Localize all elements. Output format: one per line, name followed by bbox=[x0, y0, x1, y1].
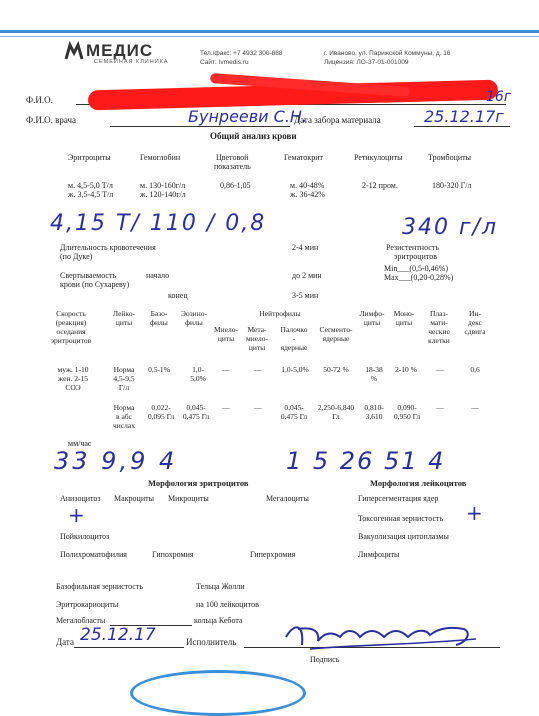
clot-end-value: 3-5 мин bbox=[292, 291, 319, 300]
vacuol-label: Вакуолизация цитоплазмы bbox=[358, 532, 449, 541]
eos-norm: 1,0-5,0% bbox=[190, 365, 206, 383]
mega-label: Мегалоциты bbox=[266, 494, 309, 503]
leuk-norm-c: Г/л bbox=[118, 383, 130, 392]
mono-abs: 0,090-0,950 Гл bbox=[393, 403, 421, 421]
hdr-plasma-b: мати- bbox=[430, 318, 448, 327]
top-bar bbox=[0, 0, 539, 32]
plasma-norm: — bbox=[436, 365, 444, 374]
hdr-mono-a: Моно- bbox=[393, 309, 415, 318]
seg-norm: 50-72 % bbox=[323, 365, 349, 374]
seg-abs: 2,250-6,840 Гл bbox=[317, 403, 355, 421]
plasma-abs: — bbox=[436, 403, 444, 412]
norm-hgb-m: м. 130-160г/л bbox=[140, 181, 186, 190]
clot-label-a: Свертываемость bbox=[60, 271, 117, 280]
hdr-plasma-d: клетки bbox=[428, 336, 450, 345]
hdr-leuk-a: Лейко- bbox=[113, 309, 135, 318]
meta-norm: — bbox=[254, 365, 262, 374]
esr-norm-m: муж. 1-10 bbox=[57, 365, 89, 374]
esr-norm-f: жен. 2-15 bbox=[58, 374, 88, 383]
clinic-site: Сайт: Ivmedis.ru bbox=[200, 59, 249, 66]
date-collect-label: Дата забора материала bbox=[294, 115, 381, 125]
footer-exec-label: Исполнитель bbox=[186, 637, 237, 647]
hyper-label: Гиперхромия bbox=[250, 550, 296, 559]
polychrom-label: Полихроматофилия bbox=[60, 550, 127, 559]
brand-name: МЕДИС bbox=[86, 41, 154, 60]
resist-min: Min___(0,5-0,46%) bbox=[384, 264, 448, 273]
hdr-mono-b: циты bbox=[395, 318, 413, 327]
col-reticulocytes: Ретикулоциты bbox=[354, 153, 403, 162]
hdr-mielo-a: Миело- bbox=[213, 325, 238, 334]
norm-hct-f: ж. 36-42% bbox=[290, 190, 325, 199]
norm-hct-m: м. 40-48% bbox=[290, 181, 325, 190]
jolly-label: Тельца Жолли bbox=[196, 582, 245, 591]
hand-mark-aniso: + bbox=[68, 503, 85, 527]
abs-norm-c: числах bbox=[113, 421, 135, 430]
baso-abs: 0,022-0,095 Гл bbox=[147, 403, 175, 421]
hand-row1-values: 4,15 Т/ 110 / 0,8 bbox=[50, 211, 267, 236]
hdr-idx-a: Ин- bbox=[469, 309, 481, 318]
resist-label-a: Резистентность bbox=[386, 243, 439, 252]
resist-label-b: эритроцитов bbox=[394, 252, 438, 261]
hdr-lymph-b: циты bbox=[363, 318, 381, 327]
macro-label: Макроциты bbox=[114, 494, 154, 503]
hdr-band-b: - bbox=[292, 334, 296, 343]
mielo-norm: — bbox=[222, 365, 230, 374]
norm-retic: 2-12 пром. bbox=[362, 181, 398, 190]
clinic-phone: Тел./факс: +7 4932 300-888 bbox=[200, 50, 283, 57]
hdr-meta-b: миело- bbox=[245, 334, 269, 343]
hdr-eos-a: Эозино- bbox=[181, 309, 207, 318]
col-erythrocytes: Эритроциты bbox=[68, 153, 111, 162]
footer-date-hand: 25.12.17 bbox=[80, 625, 156, 645]
mono-norm: 2-10 % bbox=[395, 365, 417, 374]
footer-date-line bbox=[74, 646, 184, 648]
norm-erythro-f: ж. 3,5-4,5 Т/л bbox=[68, 190, 114, 199]
abs-norm-b: в абс bbox=[116, 412, 132, 421]
hand-esr-values: 33 9,9 4 bbox=[54, 447, 178, 475]
norm-erythro-m: м. 4,5-5,0 Т/л bbox=[68, 181, 113, 190]
bottom-decoration bbox=[130, 670, 306, 716]
col-platelets: Тромбоциты bbox=[428, 153, 471, 162]
hdr-esr-a: Скорость bbox=[56, 309, 86, 318]
idx-abs: — bbox=[471, 403, 479, 412]
form-title: Общий анализ крови bbox=[210, 131, 297, 141]
hdr-seg-b: ядерные bbox=[322, 334, 350, 343]
norm-plt: 180-320 Г/л bbox=[432, 181, 472, 190]
poik-label: Пойкилоцитоз bbox=[60, 532, 110, 541]
erythrokar-label: Эритрокариоциты bbox=[56, 600, 119, 609]
meta-abs: — bbox=[254, 403, 262, 412]
lymphoid-label: Лимфоциты bbox=[358, 550, 400, 559]
per100-label: на 100 лейкоцитов bbox=[196, 600, 259, 609]
clinic-logo-icon bbox=[64, 41, 84, 61]
hdr-baso-a: Базо- bbox=[150, 309, 168, 318]
hdr-mielo-b: циты bbox=[217, 334, 235, 343]
bleeding-label-b: (по Дуке) bbox=[60, 252, 93, 261]
megaloblasts-label: Мегалобласты bbox=[56, 616, 106, 625]
hdr-neutrophils: Нейтрофилы bbox=[259, 309, 301, 318]
mielo-abs: — bbox=[222, 403, 230, 412]
baso-grain-label: Базофильная зернистость bbox=[56, 582, 143, 591]
date-collect-hand: 25.12.17г bbox=[424, 107, 504, 126]
hdr-esr-c: оседания bbox=[56, 327, 86, 336]
band-norm: 1,0-5,0% bbox=[281, 365, 309, 374]
abs-norm-a: Норма bbox=[113, 403, 135, 412]
clot-end: конец bbox=[168, 291, 188, 300]
hdr-esr-d: эритроцитов bbox=[50, 336, 92, 345]
clinic-address: г. Иваново, ул. Парижской Коммуны, д. 16 bbox=[324, 50, 451, 57]
clinic-license: Лицензия: ЛО-37-01-001009 bbox=[324, 59, 409, 66]
hdr-band-a: Палочко bbox=[280, 325, 308, 334]
col-hematocrit: Гематокрит bbox=[284, 153, 323, 162]
signature-icon bbox=[280, 615, 490, 659]
doctor-hand: Бунрееви С.Н. bbox=[188, 107, 308, 126]
hdr-plasma-a: Плаз- bbox=[430, 309, 448, 318]
fio-label: Ф.И.О. bbox=[26, 95, 53, 105]
morph-ery-title: Морфология эритроцитов bbox=[148, 478, 249, 488]
band-abs: 0,045-0,475 Гл bbox=[280, 403, 308, 421]
bleeding-label-a: Длительность кровотечения bbox=[60, 243, 156, 252]
clot-label-b: крови (по Сухареву) bbox=[60, 280, 130, 289]
hdr-eos-b: филы bbox=[185, 318, 203, 327]
bleeding-value: 2-4 мин bbox=[292, 243, 319, 252]
toxic-label: Токсогенная зернистость bbox=[358, 514, 444, 523]
norm-color-index: 0,86-1,05 bbox=[220, 181, 251, 190]
hdr-esr-b: (реакция) bbox=[55, 318, 87, 327]
fio-hand-tail: 16г bbox=[486, 89, 512, 105]
top-accent-line bbox=[0, 30, 539, 33]
hyperseg-label: Гиперсегментация ядер bbox=[358, 494, 439, 503]
esr-unit: мм/час bbox=[68, 439, 92, 448]
cabot-label: кольца Кебота bbox=[194, 616, 243, 625]
hdr-meta-a: Мета- bbox=[247, 325, 267, 334]
hdr-leuk-b: циты bbox=[115, 318, 133, 327]
baso-norm: 0,5-1% bbox=[148, 365, 170, 374]
hdr-seg-a: Сегменто- bbox=[319, 325, 353, 334]
aniso-label: Анизоцитоз bbox=[60, 494, 101, 503]
lab-form-page bbox=[10, 37, 532, 683]
hdr-idx-c: сдвига bbox=[464, 327, 486, 336]
resist-max: Max___(0,20-0,28%) bbox=[384, 273, 454, 282]
micro-label: Микроциты bbox=[168, 494, 209, 503]
hand-mark-toxic: + bbox=[466, 501, 483, 525]
lymph-abs: 0,810-3,610 bbox=[364, 403, 384, 421]
footer-sign-label: Подпись bbox=[310, 655, 340, 664]
leuk-norm-b: 4,5-9,5 bbox=[113, 374, 135, 383]
col-hemoglobin: Гемоглобин bbox=[140, 153, 181, 162]
footer-date-label: Дата bbox=[56, 637, 74, 647]
hdr-baso-b: филы bbox=[150, 318, 168, 327]
leuk-norm-a: Норма bbox=[113, 365, 135, 374]
norm-hgb-f: ж. 120-140г/л bbox=[140, 190, 186, 199]
hypo-label: Гипохромия bbox=[152, 550, 194, 559]
col-color-index-a: Цветовой bbox=[216, 153, 249, 162]
clot-start: начало bbox=[146, 271, 170, 280]
hdr-idx-b: декс bbox=[468, 318, 482, 327]
clot-start-value: до 2 мин bbox=[292, 271, 322, 280]
hand-diff-values: 1 5 26 51 4 bbox=[286, 447, 446, 475]
lymph-norm: 18-38 % bbox=[365, 365, 383, 383]
doctor-label: Ф.И.О. врача bbox=[26, 115, 77, 125]
hdr-plasma-c: ческие bbox=[428, 327, 450, 336]
hdr-lymph-a: Лимфо- bbox=[359, 309, 385, 318]
esr-norm-unit: СОЭ bbox=[65, 383, 81, 392]
morph-leu-title: Морфология лейкоцитов bbox=[370, 478, 467, 488]
hdr-band-c: ядерные bbox=[280, 343, 308, 352]
hdr-meta-c: циты bbox=[248, 343, 266, 352]
eos-abs: 0,045-0,475 Гл bbox=[182, 403, 210, 421]
hand-row1-platelets: 340 г/л bbox=[402, 215, 499, 240]
col-color-index-b: показатель bbox=[214, 162, 251, 171]
idx-norm: 0,6 bbox=[470, 365, 480, 374]
brand-subtitle: СЕМЕЙНАЯ КЛИНИКА bbox=[94, 59, 169, 65]
